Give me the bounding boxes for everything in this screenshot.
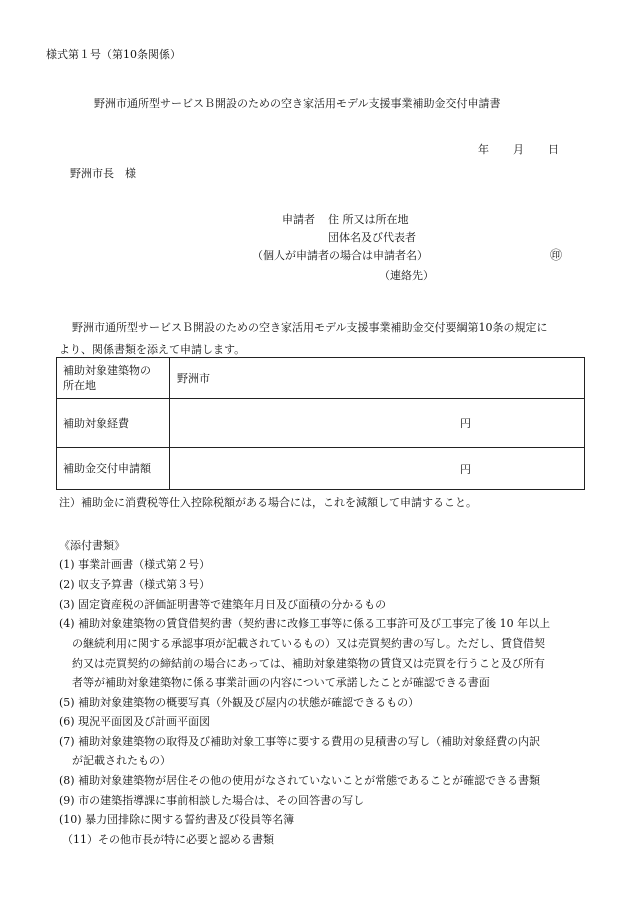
date-year: 年 (478, 143, 489, 156)
attachment-item-4-cont: 者等が補助対象建築物に係る事業計画の内容について承諾したことが確認できる書面 (72, 676, 490, 689)
body-text-line2: より、関係書類を添えて申請します。 (59, 343, 246, 356)
seal-mark: ㊞ (550, 248, 563, 262)
date-month: 月 (513, 143, 524, 156)
attachment-item-11: （11）その他市長が特に必要と認める書類 (62, 833, 274, 846)
attachment-item-4-cont: 約又は売買契約の締結前の場合にあっては、補助対象建築物の賃貸又は売買を行うこと及び所有 (72, 657, 545, 670)
attachment-item-2: (2) 収支予算書（様式第３号） (59, 578, 211, 591)
attachment-item-6: (6) 現況平面図及び計画平面図 (59, 715, 211, 728)
attachment-item-7-cont: が記載されたもの） (72, 754, 171, 767)
applicant-individual-note: （個人が申請者の場合は申請者名） (252, 249, 428, 262)
attachment-item-9: (9) 市の建築指導課に事前相談した場合は、その回答書の写し (59, 794, 365, 807)
tax-note: 注）補助金に消費税等仕入控除税額がある場合には，これを減額して申請すること。 (59, 496, 477, 509)
addressee: 野洲市長 様 (70, 167, 136, 180)
body-text-line1: 野洲市通所型サービスＢ開設のための空き家活用モデル支援事業補助金交付要綱第10条の規定に (72, 321, 548, 334)
applicant-address-label: 住 所又は所在地 (328, 213, 409, 226)
table-row-expense (57, 399, 585, 448)
attachment-item-10: (10) 暴力団排除に関する誓約書及び役員等名簿 (59, 813, 295, 826)
table-value-location[interactable]: 野洲市 (170, 358, 585, 399)
attachment-item-8: (8) 補助対象建築物が居住その他の使用がなされていないことが常態であることが確認できる書類 (59, 774, 541, 787)
table-value-request[interactable]: 円 (170, 448, 585, 490)
table-label-expense: 補助対象経費 (57, 399, 170, 448)
table-label-location: 補助対象建築物の 所在地 (57, 358, 170, 399)
attachments-heading: 《添付書類》 (59, 539, 125, 552)
attachment-item-1: (1) 事業計画書（様式第２号） (59, 558, 211, 571)
attachment-item-7: (7) 補助対象建築物の取得及び補助対象工事等に要する費用の見積書の写し（補助対象経費の内訳 (59, 735, 541, 748)
attachment-item-4: (4) 補助対象建築物の賃貸借契約書（契約書に改修工事等に係る工事許可及び工事完了後 10 年以上 (59, 617, 551, 630)
applicant-org-label: 団体名及び代表者 (328, 231, 416, 244)
table-row-request (57, 448, 585, 490)
attachment-item-5: (5) 補助対象建築物の概要写真（外観及び屋内の状態が確認できるもの） (59, 696, 420, 709)
date-day: 日 (548, 143, 559, 156)
document-title: 野洲市通所型サービスＢ開設のための空き家活用モデル支援事業補助金交付申請書 (94, 97, 501, 110)
application-table (56, 357, 585, 490)
form-number: 様式第１号（第10条関係） (46, 48, 181, 61)
attachment-item-4-cont: の継続利用に関する承認事項が記載されているもの）又は売買契約書の写し。ただし、賃貸借契 (72, 637, 545, 650)
applicant-contact-label: （連絡先） (379, 269, 434, 282)
table-value-expense[interactable]: 円 (170, 399, 585, 448)
applicant-label: 申請者 (282, 213, 315, 226)
attachment-item-3: (3) 固定資産税の評価証明書等で建築年月日及び面積の分かるもの (59, 598, 387, 611)
table-label-request: 補助金交付申請額 (57, 448, 170, 490)
table-row-location (57, 358, 585, 399)
